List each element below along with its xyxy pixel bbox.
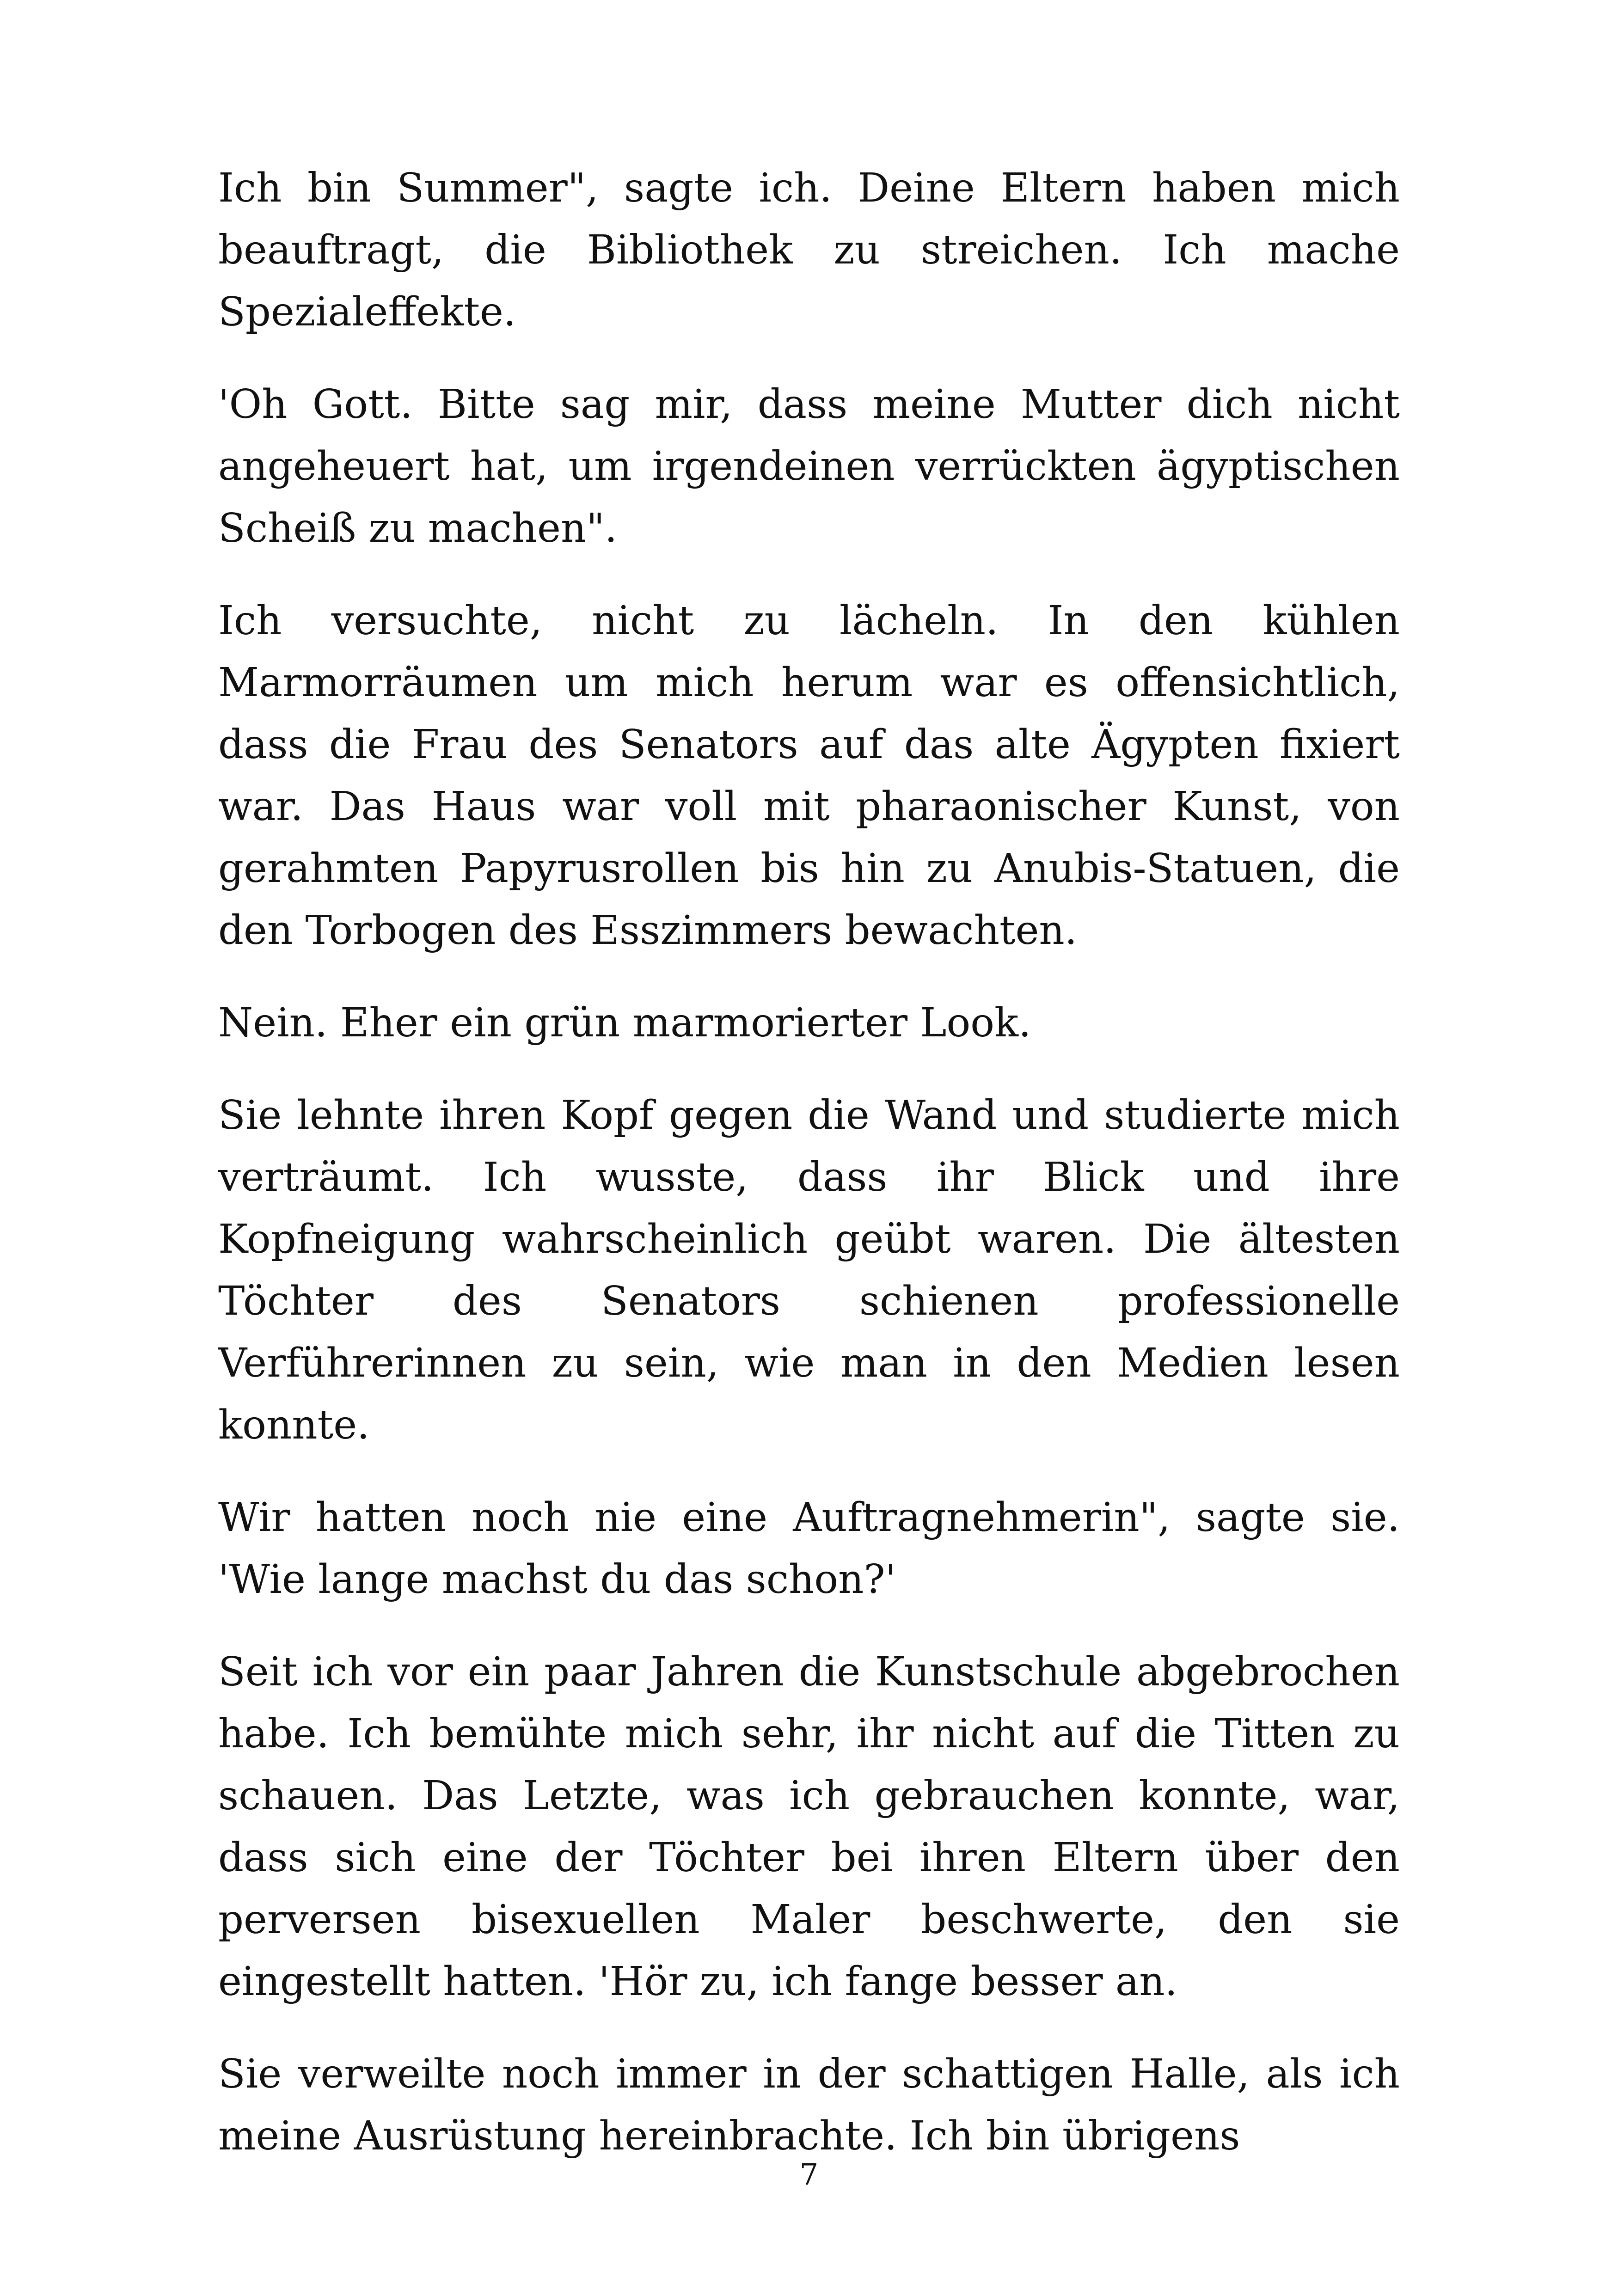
paragraph: Ich bin Summer", sagte ich. Deine Eltern haben mich beauftragt, die Bibliothek zu streichen. Ich mache Spezialeffekte. <box>218 165 1400 335</box>
page-number: 7 <box>799 2158 819 2192</box>
paragraph: Ich versuchte, nicht zu lächeln. In den kühlen Marmorräumen um mich herum war es offensichtlich, dass die Frau des Senators auf das alte Ägypten fixiert war. Das Haus war voll mit pharaonischer Kunst, von gerahmten Papyrusrollen bis hin zu Anubis-Statuen, die den Torbogen des Esszimmers bewachten. <box>218 598 1400 954</box>
paragraph: Nein. Eher ein grün marmorierter Look. <box>218 1000 1031 1046</box>
paragraph: Wir hatten noch nie eine Auftragnehmerin", sagte sie. 'Wie lange machst du das schon?' <box>218 1494 1400 1603</box>
paragraph: Seit ich vor ein paar Jahren die Kunstschule abgebrochen habe. Ich bemühte mich sehr, ihr nicht auf die Titten zu schauen. Das Letzte, was ich gebrauchen konnte, war, dass sich eine der Töchter bei ihren Eltern über den perversen bisexuellen Maler beschwerte, den sie eingestellt hatten. 'Hör zu, ich fange besser an. <box>218 1649 1400 2005</box>
paragraph: Sie lehnte ihren Kopf gegen die Wand und studierte mich verträumt. Ich wusste, dass ihr Blick und ihre Kopfneigung wahrscheinlich geübt waren. Die ältesten Töchter des Senators schienen professionelle Verführerinnen zu sein, wie man in den Medien lesen konnte. <box>218 1092 1400 1448</box>
body-text <box>218 157 1400 2198</box>
paragraph: Sie verweilte noch immer in der schattigen Halle, als ich meine Ausrüstung hereinbrachte. Ich bin übrigens <box>218 2051 1400 2159</box>
paragraph: 'Oh Gott. Bitte sag mir, dass meine Mutter dich nicht angeheuert hat, um irgendeinen verrückten ägyptischen Scheiß zu machen". <box>218 381 1400 551</box>
